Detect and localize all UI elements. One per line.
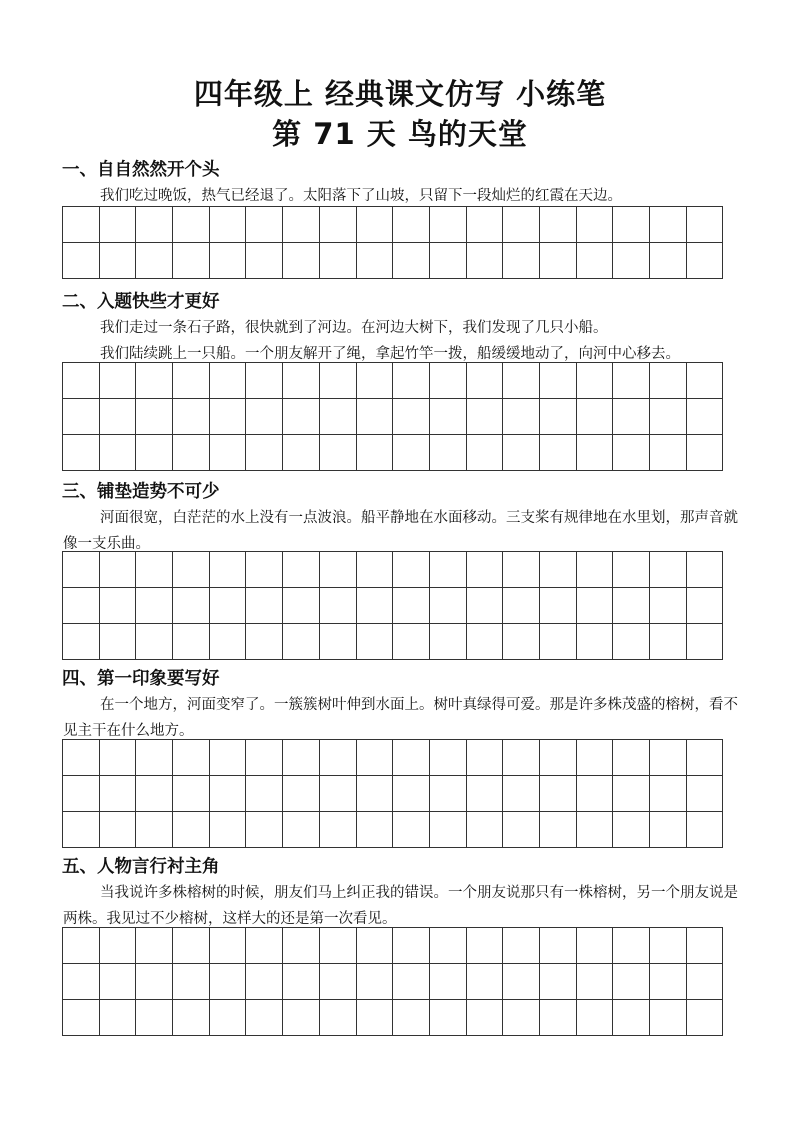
grid-cell (210, 812, 247, 848)
grid-cell (320, 928, 357, 964)
grid-cell (210, 399, 247, 435)
section-text (63, 692, 743, 744)
grid-cell (503, 740, 540, 776)
grid-cell (63, 588, 100, 624)
grid-cell (540, 624, 577, 660)
grid-cell (357, 624, 394, 660)
grid-cell (503, 624, 540, 660)
section-heading: 一、自自然然开个头 (62, 160, 220, 180)
grid-cell (613, 964, 650, 1000)
grid-cell (613, 435, 650, 471)
grid-cell (613, 399, 650, 435)
grid-cell (320, 1000, 357, 1036)
grid-cell (650, 588, 687, 624)
grid-cell (393, 1000, 430, 1036)
grid-cell (283, 588, 320, 624)
grid-cell (210, 363, 247, 399)
grid-cell (246, 552, 283, 588)
grid-cell (467, 964, 504, 1000)
grid-cell (136, 740, 173, 776)
grid-cell (467, 812, 504, 848)
grid-cell (173, 435, 210, 471)
grid-cell (503, 964, 540, 1000)
grid-cell (467, 363, 504, 399)
grid-cell (136, 435, 173, 471)
grid-cell (650, 776, 687, 812)
grid-cell (430, 812, 467, 848)
grid-cell (283, 552, 320, 588)
grid-cell (63, 435, 100, 471)
grid-cell (650, 1000, 687, 1036)
grid-cell (430, 928, 467, 964)
grid-cell (613, 207, 650, 243)
paragraph: 我们走过一条石子路，很快就到了河边。在河边大树下，我们发现了几只小船。 (100, 320, 608, 336)
grid-cell (136, 776, 173, 812)
section-heading: 五、人物言行衬主角 (62, 857, 220, 877)
paragraph: 我们吃过晚饭，热气已经退了。太阳落下了山坡，只留下一段灿烂的红霞在天边。 (100, 188, 622, 204)
grid-cell (283, 363, 320, 399)
grid-cell (430, 435, 467, 471)
grid-cell (136, 624, 173, 660)
grid-cell (100, 740, 137, 776)
grid-cell (393, 776, 430, 812)
page-title-line2: 第 71 天 鸟的天堂 (272, 117, 528, 151)
grid-cell (320, 624, 357, 660)
grid-cell (357, 740, 394, 776)
grid-cell (173, 399, 210, 435)
grid-cell (503, 1000, 540, 1036)
grid-cell (467, 207, 504, 243)
grid-cell (63, 243, 100, 279)
grid-cell (246, 740, 283, 776)
grid-cell (210, 435, 247, 471)
grid-cell (613, 928, 650, 964)
grid-cell (320, 812, 357, 848)
grid-cell (650, 964, 687, 1000)
grid-cell (320, 776, 357, 812)
grid-cell (430, 399, 467, 435)
grid-cell (503, 812, 540, 848)
grid-cell (540, 964, 577, 1000)
grid-cell (210, 588, 247, 624)
grid-cell (687, 207, 724, 243)
grid-cell (613, 624, 650, 660)
grid-cell (393, 964, 430, 1000)
grid-cell (467, 624, 504, 660)
grid-cell (283, 776, 320, 812)
grid-cell (136, 207, 173, 243)
grid-cell (467, 243, 504, 279)
grid-cell (100, 1000, 137, 1036)
grid-cell (503, 363, 540, 399)
grid-cell (357, 812, 394, 848)
grid-cell (650, 243, 687, 279)
paragraph: 我们陆续跳上一只船。一个朋友解开了绳，拿起竹竿一拨，船缓缓地动了，向河中心移去。 (100, 346, 680, 362)
grid-cell (173, 243, 210, 279)
grid-cell (283, 740, 320, 776)
grid-cell (320, 399, 357, 435)
grid-cell (613, 552, 650, 588)
grid-cell (100, 363, 137, 399)
grid-cell (467, 1000, 504, 1036)
grid-cell (320, 964, 357, 1000)
grid-cell (173, 928, 210, 964)
grid-cell (357, 776, 394, 812)
grid-cell (687, 812, 724, 848)
grid-cell (136, 1000, 173, 1036)
grid-cell (173, 812, 210, 848)
grid-cell (320, 363, 357, 399)
grid-cell (503, 552, 540, 588)
grid-cell (136, 588, 173, 624)
section-text (63, 505, 743, 557)
writing-grid (62, 927, 723, 1036)
grid-cell (503, 928, 540, 964)
grid-cell (210, 740, 247, 776)
grid-cell (430, 552, 467, 588)
grid-cell (246, 624, 283, 660)
grid-cell (283, 435, 320, 471)
grid-cell (540, 552, 577, 588)
grid-cell (393, 207, 430, 243)
grid-cell (650, 207, 687, 243)
grid-cell (687, 552, 724, 588)
grid-cell (467, 776, 504, 812)
grid-cell (246, 243, 283, 279)
grid-cell (136, 399, 173, 435)
grid-cell (283, 1000, 320, 1036)
grid-cell (100, 776, 137, 812)
grid-cell (283, 812, 320, 848)
grid-cell (210, 552, 247, 588)
grid-cell (687, 399, 724, 435)
section-text (63, 880, 743, 932)
section-heading: 二、入题快些才更好 (62, 292, 220, 312)
grid-cell (430, 964, 467, 1000)
grid-cell (687, 740, 724, 776)
grid-cell (136, 928, 173, 964)
grid-cell (503, 435, 540, 471)
grid-cell (210, 243, 247, 279)
grid-cell (246, 928, 283, 964)
grid-cell (613, 740, 650, 776)
grid-cell (357, 552, 394, 588)
grid-cell (100, 243, 137, 279)
paragraph: 当我说许多株榕树的时候，朋友们马上纠正我的错误。一个朋友说那只有一株榕树，另一个朋友说是两株。我见过不少榕树，这样大的还是第一次看见。 (63, 885, 738, 927)
grid-cell (136, 964, 173, 1000)
grid-cell (136, 243, 173, 279)
grid-cell (540, 1000, 577, 1036)
grid-cell (577, 363, 614, 399)
grid-cell (430, 588, 467, 624)
grid-cell (210, 776, 247, 812)
grid-cell (687, 776, 724, 812)
grid-cell (393, 363, 430, 399)
grid-cell (503, 243, 540, 279)
grid-cell (100, 624, 137, 660)
grid-cell (503, 399, 540, 435)
grid-cell (650, 812, 687, 848)
grid-cell (210, 207, 247, 243)
grid-cell (540, 243, 577, 279)
grid-cell (613, 776, 650, 812)
grid-cell (173, 776, 210, 812)
grid-cell (650, 399, 687, 435)
grid-cell (100, 928, 137, 964)
grid-cell (393, 435, 430, 471)
grid-cell (577, 812, 614, 848)
grid-cell (577, 399, 614, 435)
grid-cell (393, 928, 430, 964)
grid-cell (540, 812, 577, 848)
grid-cell (393, 552, 430, 588)
grid-cell (577, 588, 614, 624)
grid-cell (100, 812, 137, 848)
grid-cell (650, 740, 687, 776)
grid-cell (283, 243, 320, 279)
grid-cell (320, 552, 357, 588)
grid-cell (210, 624, 247, 660)
grid-cell (613, 812, 650, 848)
grid-cell (393, 588, 430, 624)
grid-cell (577, 552, 614, 588)
grid-cell (63, 776, 100, 812)
grid-cell (650, 624, 687, 660)
grid-cell (503, 776, 540, 812)
grid-cell (173, 964, 210, 1000)
writing-grid (62, 739, 723, 848)
grid-cell (503, 207, 540, 243)
grid-cell (357, 207, 394, 243)
grid-cell (320, 435, 357, 471)
grid-cell (173, 588, 210, 624)
grid-cell (246, 1000, 283, 1036)
grid-cell (136, 552, 173, 588)
grid-cell (283, 399, 320, 435)
grid-cell (503, 588, 540, 624)
grid-cell (577, 243, 614, 279)
section-heading: 三、铺垫造势不可少 (62, 482, 220, 502)
grid-cell (650, 435, 687, 471)
writing-grid (62, 551, 723, 660)
grid-cell (357, 928, 394, 964)
grid-cell (393, 399, 430, 435)
grid-cell (357, 435, 394, 471)
grid-cell (100, 435, 137, 471)
grid-cell (210, 928, 247, 964)
grid-cell (63, 624, 100, 660)
paragraph: 河面很宽，白茫茫的水上没有一点波浪。船平静地在水面移动。三支桨有规律地在水里划，那声音就像一支乐曲。 (63, 510, 738, 552)
grid-cell (173, 552, 210, 588)
grid-cell (246, 776, 283, 812)
grid-cell (687, 964, 724, 1000)
grid-cell (430, 776, 467, 812)
grid-cell (687, 243, 724, 279)
grid-cell (210, 1000, 247, 1036)
grid-cell (246, 812, 283, 848)
grid-cell (246, 207, 283, 243)
grid-cell (467, 399, 504, 435)
grid-cell (577, 964, 614, 1000)
grid-cell (246, 588, 283, 624)
grid-cell (467, 928, 504, 964)
grid-cell (467, 588, 504, 624)
grid-cell (650, 928, 687, 964)
grid-cell (320, 740, 357, 776)
grid-cell (357, 243, 394, 279)
grid-cell (100, 552, 137, 588)
grid-cell (283, 928, 320, 964)
grid-cell (136, 363, 173, 399)
grid-cell (687, 624, 724, 660)
grid-cell (467, 435, 504, 471)
grid-cell (173, 624, 210, 660)
grid-cell (613, 363, 650, 399)
grid-cell (430, 624, 467, 660)
grid-cell (540, 776, 577, 812)
grid-cell (173, 740, 210, 776)
grid-cell (577, 624, 614, 660)
grid-cell (210, 964, 247, 1000)
grid-cell (63, 928, 100, 964)
grid-cell (283, 624, 320, 660)
grid-cell (173, 207, 210, 243)
grid-cell (540, 399, 577, 435)
grid-cell (577, 740, 614, 776)
grid-cell (246, 399, 283, 435)
grid-cell (430, 363, 467, 399)
grid-cell (577, 1000, 614, 1036)
grid-cell (393, 812, 430, 848)
grid-cell (283, 207, 320, 243)
grid-cell (540, 588, 577, 624)
grid-cell (613, 1000, 650, 1036)
grid-cell (173, 363, 210, 399)
grid-cell (430, 243, 467, 279)
grid-cell (100, 399, 137, 435)
grid-cell (467, 552, 504, 588)
grid-cell (577, 435, 614, 471)
grid-cell (63, 812, 100, 848)
grid-cell (63, 740, 100, 776)
grid-cell (393, 740, 430, 776)
grid-cell (540, 740, 577, 776)
grid-cell (63, 964, 100, 1000)
grid-cell (430, 1000, 467, 1036)
grid-cell (393, 624, 430, 660)
grid-cell (136, 812, 173, 848)
grid-cell (283, 964, 320, 1000)
grid-cell (687, 1000, 724, 1036)
grid-cell (63, 399, 100, 435)
grid-cell (613, 243, 650, 279)
grid-cell (320, 588, 357, 624)
grid-cell (100, 207, 137, 243)
grid-cell (540, 207, 577, 243)
grid-cell (63, 363, 100, 399)
writing-grid (62, 362, 723, 471)
grid-cell (650, 552, 687, 588)
section-heading: 四、第一印象要写好 (62, 669, 220, 689)
grid-cell (393, 243, 430, 279)
grid-cell (613, 588, 650, 624)
grid-cell (63, 552, 100, 588)
grid-cell (687, 588, 724, 624)
grid-cell (650, 363, 687, 399)
grid-cell (246, 435, 283, 471)
section-text (63, 315, 743, 367)
grid-cell (246, 964, 283, 1000)
grid-cell (687, 435, 724, 471)
grid-cell (577, 207, 614, 243)
grid-cell (357, 1000, 394, 1036)
grid-cell (467, 740, 504, 776)
writing-grid (62, 206, 723, 279)
grid-cell (540, 435, 577, 471)
page-title-line1: 四年级上 经典课文仿写 小练笔 (193, 77, 607, 111)
grid-cell (540, 928, 577, 964)
grid-cell (357, 588, 394, 624)
grid-cell (246, 363, 283, 399)
paragraph: 在一个地方，河面变窄了。一簇簇树叶伸到水面上。树叶真绿得可爱。那是许多株茂盛的榕树，看不见主干在什么地方。 (63, 697, 738, 739)
grid-cell (320, 243, 357, 279)
grid-cell (357, 964, 394, 1000)
grid-cell (100, 588, 137, 624)
grid-cell (430, 740, 467, 776)
grid-cell (100, 964, 137, 1000)
grid-cell (357, 363, 394, 399)
grid-cell (540, 363, 577, 399)
grid-cell (173, 1000, 210, 1036)
grid-cell (430, 207, 467, 243)
grid-cell (357, 399, 394, 435)
grid-cell (577, 776, 614, 812)
grid-cell (687, 363, 724, 399)
grid-cell (577, 928, 614, 964)
grid-cell (63, 1000, 100, 1036)
grid-cell (687, 928, 724, 964)
grid-cell (63, 207, 100, 243)
grid-cell (320, 207, 357, 243)
